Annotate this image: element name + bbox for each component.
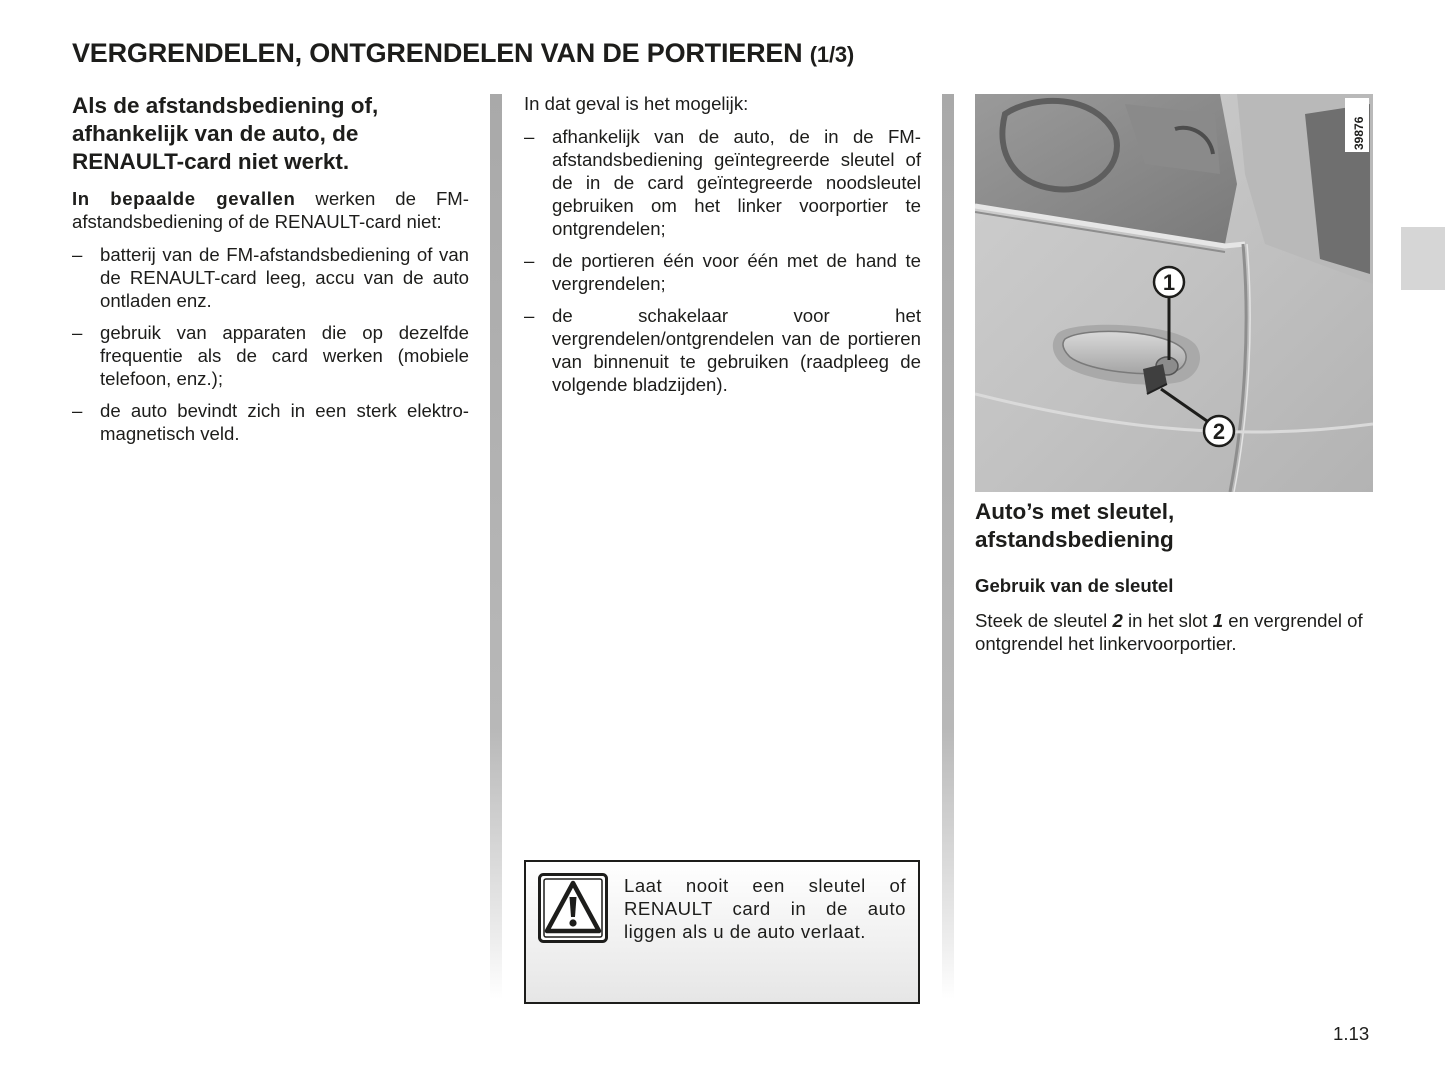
list-item-text: de auto bevindt zich in een sterk elektro-magnetisch veld. <box>100 400 469 444</box>
column-left <box>72 92 469 454</box>
list-item-text: de portieren één voor één met de hand te vergrendelen; <box>552 250 921 294</box>
list-item-text: batterij van de FM-afstandsbediening of van de RENAULT-card leeg, accu van de auto ontladen enz. <box>100 244 469 311</box>
list-item <box>72 321 469 390</box>
column-separator-left <box>490 94 502 999</box>
options-list <box>524 125 921 396</box>
column-middle <box>524 92 921 405</box>
list-item <box>72 243 469 312</box>
list-item-text: afhankelijk van de auto, de in de FM-afstandsbediening geïntegreerde sleutel of de in de card geïntegreerde noodsleutel gebruiken om het linker voorportier te ontgrendelen; <box>552 126 921 239</box>
list-item <box>72 399 469 445</box>
warning-text: Laat nooit een sleutel of RENAULT card in de auto liggen als u de auto verlaat. <box>624 875 906 942</box>
lock-reference: 1 <box>1212 610 1224 631</box>
cause-list <box>72 243 469 445</box>
list-item <box>524 304 921 396</box>
page-part-indicator: (1/3) <box>809 42 855 67</box>
car-door-illustration <box>975 94 1373 492</box>
car-door-photo <box>975 94 1373 492</box>
dash-bullet: – <box>72 400 83 421</box>
dash-bullet: – <box>72 322 83 343</box>
intro-bold-text: In bepaalde gevallen <box>72 188 296 209</box>
intro-paragraph <box>72 187 469 233</box>
warning-icon <box>538 873 608 943</box>
intro-rest-text: werken de FM-afstandsbediening of de RENAULT-card niet: <box>72 188 469 232</box>
page-title-text: VERGRENDELEN, ONTGRENDELEN VAN DE PORTIEREN <box>72 38 803 68</box>
list-item-text: gebruik van apparaten die op dezelfde frequentie als de card werken (mobiele telefoon, enz.); <box>100 322 469 389</box>
dash-bullet: – <box>524 126 535 147</box>
instruction-text: en vergrendel of ontgrendel het linkervoorportier. <box>975 610 1363 654</box>
list-item <box>524 125 921 240</box>
key-reference: 2 <box>1112 610 1123 631</box>
callout-1-label: 1 <box>1162 270 1176 295</box>
key-instructions <box>975 609 1375 655</box>
chapter-tab <box>1401 227 1445 290</box>
image-code: 39876 <box>1352 116 1366 150</box>
section-heading-remote-not-working: Als de afstandsbediening of, afhankelijk van de auto, de RENAULT-card niet werkt. <box>72 93 379 174</box>
warning-box <box>524 860 920 1004</box>
page-title <box>72 38 854 69</box>
options-lead-text: In dat geval is het mogelijk: <box>524 93 749 114</box>
page-number: 1.13 <box>1333 1023 1370 1044</box>
dash-bullet: – <box>524 305 535 326</box>
column-separator-right <box>942 94 954 999</box>
dash-bullet: – <box>72 244 83 265</box>
dash-bullet: – <box>524 250 535 271</box>
subheading-key-use: Gebruik van de sleutel <box>975 575 1174 596</box>
instruction-text: Steek de sleutel <box>975 610 1113 631</box>
list-item <box>524 249 921 295</box>
section-heading-key-remote: Auto’s met sleutel, afstandsbediening <box>975 499 1175 552</box>
callout-2-label: 2 <box>1212 419 1226 444</box>
instruction-text: in het slot <box>1122 610 1213 631</box>
list-item-text: de schakelaar voor het vergrendelen/ontgrendelen van de portieren van binnenuit te gebruiken (raadpleeg de volgende bladzijden). <box>552 305 921 395</box>
